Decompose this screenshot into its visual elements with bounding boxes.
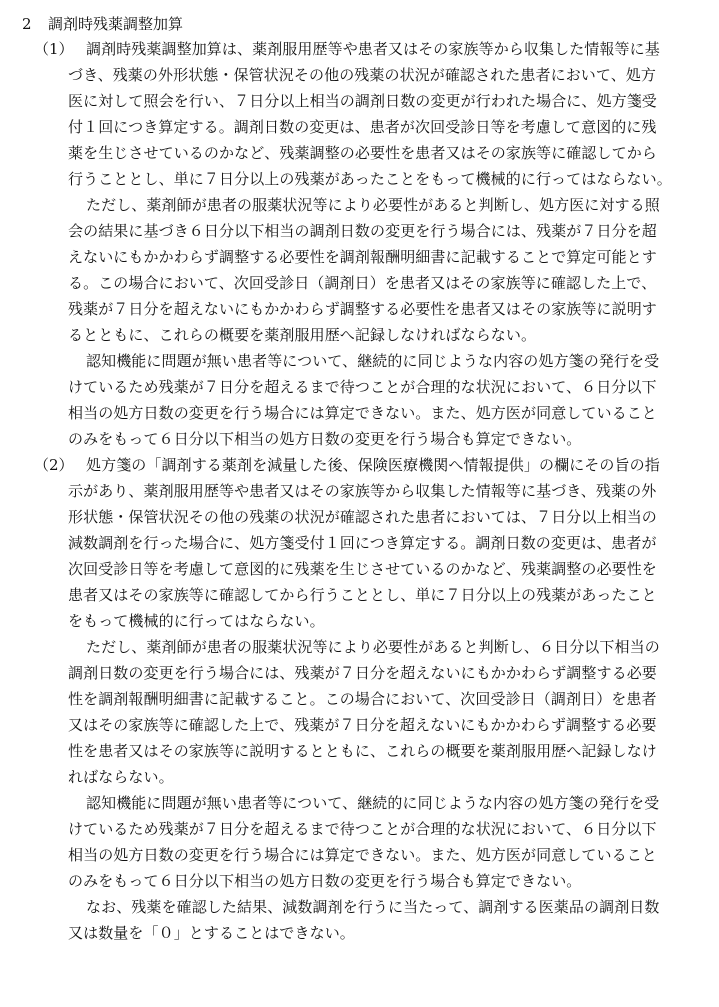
paragraph-line: 性を患者又はその家族等に説明するとともに、これらの概要を薬剤服用歴へ記録しなけ	[68, 742, 657, 760]
paragraph-line: 示があり、薬剤服用歴等や患者又はその家族等から収集した情報等に基づき、残薬の外	[68, 482, 657, 500]
section-number: 2	[22, 15, 32, 33]
paragraph-line: 認知機能に問題が無い患者等について、継続的に同じような内容の処方箋の発行を受	[86, 352, 660, 370]
paragraph-line: 減数調剤を行った場合に、処方箋受付１回につき算定する。調剤日数の変更は、患者が	[68, 534, 657, 552]
paragraph-line: る。この場合において、次回受診日（調剤日）を患者又はその家族等に確認した上で、	[68, 274, 657, 292]
paragraph-line: えないにもかかわらず調整する必要性を調剤報酬明細書に記載することで算定可能とす	[68, 248, 657, 266]
paragraph-line: けているため残薬が７日分を超えるまで待つことが合理的な状況において、６日分以下	[68, 378, 657, 396]
paragraph-line: るとともに、これらの概要を薬剤服用歴へ記録しなければならない。	[68, 326, 537, 344]
paragraph-line: 付１回につき算定する。調剤日数の変更は、患者が次回受診日等を考慮して意図的に残	[68, 118, 657, 136]
paragraph-line: ただし、薬剤師が患者の服薬状況等により必要性があると判断し、６日分以下相当の	[86, 638, 660, 656]
paragraph-line: 調剤時残薬調整加算は、薬剤服用歴等や患者又はその家族等から収集した情報等に基	[86, 40, 660, 58]
paragraph-line: ただし、薬剤師が患者の服薬状況等により必要性があると判断し、処方医に対する照	[86, 196, 660, 214]
section-title: 調剤時残薬調整加算	[48, 15, 184, 33]
paragraph-line: 相当の処方日数の変更を行う場合には算定できない。また、処方医が同意していること	[68, 846, 657, 864]
paragraph-line: 認知機能に問題が無い患者等について、継続的に同じような内容の処方箋の発行を受	[86, 794, 660, 812]
paragraph-line: 行うこととし、単に７日分以上の残薬があったことをもって機械的に行ってはならない。	[68, 170, 672, 188]
paragraph-line: 残薬が７日分を超えないにもかかわらず調整する必要性を患者又はその家族等に説明す	[68, 300, 657, 318]
paragraph-line: 処方箋の「調剤する薬剤を減量した後、保険医療機関へ情報提供」の欄にその旨の指	[86, 456, 660, 474]
item-label: （1）	[34, 40, 74, 58]
paragraph-line: けているため残薬が７日分を超えるまで待つことが合理的な状況において、６日分以下	[68, 820, 657, 838]
paragraph-line: づき、残薬の外形状態・保管状況その他の残薬の状況が確認された患者において、処方	[68, 66, 657, 84]
paragraph-line: 又は数量を「０」とすることはできない。	[68, 924, 355, 942]
paragraph-line: 薬を生じさせているのかなど、残薬調整の必要性を患者又はその家族等に確認してから	[68, 144, 657, 162]
paragraph-line: 会の結果に基づき６日分以下相当の調剤日数の変更を行う場合には、残薬が７日分を超	[68, 222, 657, 240]
paragraph-line: ればならない。	[68, 768, 174, 786]
paragraph-line: 相当の処方日数の変更を行う場合には算定できない。また、処方医が同意していること	[68, 404, 657, 422]
paragraph-line: をもって機械的に行ってはならない。	[68, 612, 325, 630]
paragraph-line: 調剤日数の変更を行う場合には、残薬が７日分を超えないにもかかわらず調整する必要	[68, 664, 657, 682]
paragraph-line: のみをもって６日分以下相当の処方日数の変更を行う場合も算定できない。	[68, 430, 582, 448]
paragraph-line: 性を調剤報酬明細書に記載すること。この場合において、次回受診日（調剤日）を患者	[68, 690, 657, 708]
paragraph-line: のみをもって６日分以下相当の処方日数の変更を行う場合も算定できない。	[68, 872, 582, 890]
paragraph-line: 又はその家族等に確認した上で、残薬が７日分を超えないにもかかわらず調整する必要	[68, 716, 657, 734]
section-heading	[22, 12, 183, 36]
paragraph-line: 患者又はその家族等に確認してから行うこととし、単に７日分以上の残薬があったこと	[68, 586, 657, 604]
paragraph-line: なお、残薬を確認した結果、減数調剤を行うに当たって、調剤する医薬品の調剤日数	[86, 898, 660, 916]
paragraph-line: 次回受診日等を考慮して意図的に残薬を生じさせているのかなど、残薬調整の必要性を	[68, 560, 657, 578]
item-label: （2）	[34, 456, 74, 474]
paragraph-line: 形状態・保管状況その他の残薬の状況が確認された患者においては、７日分以上相当の	[68, 508, 657, 526]
paragraph-line: 医に対して照会を行い、７日分以上相当の調剤日数の変更が行われた場合に、処方箋受	[68, 92, 657, 110]
